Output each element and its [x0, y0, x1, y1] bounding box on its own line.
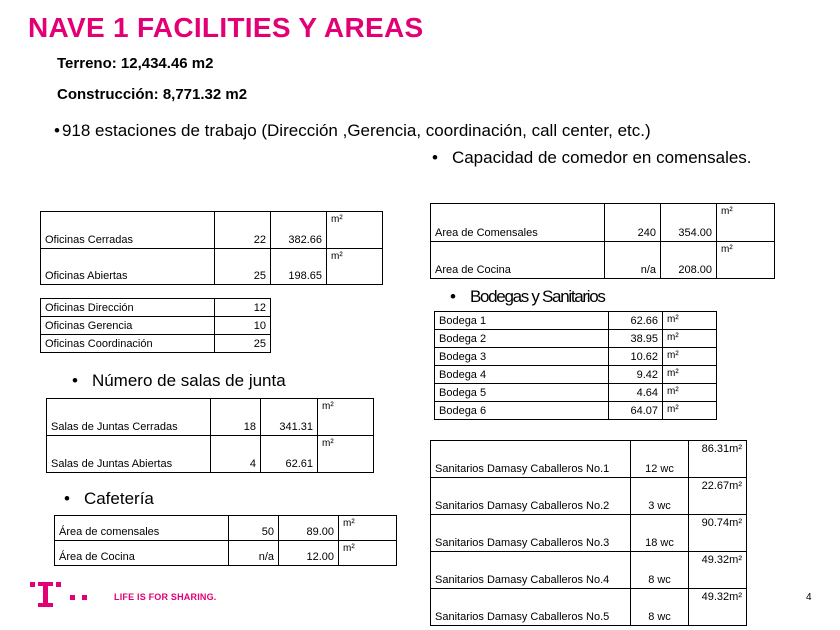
row-unit: m² [318, 436, 374, 473]
row-unit: m² [717, 204, 775, 242]
row-area: 22.67m² [689, 478, 747, 515]
bullet-dot: • [432, 148, 438, 167]
slogan-text: LIFE IS FOR SHARING. [114, 592, 217, 602]
row-wc: 8 wc [631, 589, 689, 626]
row-area: 49.32m² [689, 589, 747, 626]
row-unit: m² [327, 249, 383, 285]
construccion-text: Construcción: 8,771.32 m2 [57, 86, 248, 103]
table-row [431, 552, 747, 589]
row-name: Bodega 3 [435, 348, 609, 366]
row-unit: m² [339, 516, 397, 541]
row-count: 25 [215, 335, 271, 353]
table-row [431, 589, 747, 626]
table-row [55, 541, 397, 566]
row-name: Sanitarios Damasy Caballeros No.1 [431, 441, 631, 478]
cafeteria-bullet [64, 489, 154, 509]
table-row [41, 317, 271, 335]
bodegas-bullet [450, 287, 605, 307]
row-name: Sanitarios Damasy Caballeros No.4 [431, 552, 631, 589]
row-unit: m² [327, 212, 383, 249]
row-count: 18 [211, 399, 261, 436]
row-count: 22 [215, 212, 271, 249]
sanitarios-table [430, 440, 747, 626]
row-wc: 3 wc [631, 478, 689, 515]
row-name: Bodega 4 [435, 366, 609, 384]
row-area: 382.66 [271, 212, 327, 249]
row-name: Sanitarios Damasy Caballeros No.5 [431, 589, 631, 626]
row-area: 4.64 [609, 384, 663, 402]
row-name: Salas de Juntas Cerradas [47, 399, 211, 436]
row-unit: m² [318, 399, 374, 436]
table-row [435, 312, 717, 330]
salas-heading: Número de salas de junta [91, 371, 286, 390]
row-area: 208.00 [661, 242, 717, 279]
salas-bullet [72, 371, 286, 391]
row-name: Área de Cocina [55, 541, 229, 566]
row-name: Bodega 1 [435, 312, 609, 330]
row-name: Bodega 6 [435, 402, 609, 420]
row-unit: m² [663, 312, 717, 330]
table-row [431, 242, 775, 279]
row-area: 90.74m² [689, 515, 747, 552]
bodegas-table [434, 311, 717, 420]
row-name: Salas de Juntas Abiertas [47, 436, 211, 473]
table-row [431, 441, 747, 478]
cafeteria-heading: Cafetería [83, 489, 154, 508]
telekom-logo-icon [30, 582, 90, 608]
oficinas-tipo-table [40, 298, 271, 353]
table-row [431, 204, 775, 242]
row-name: Sanitarios Damasy Caballeros No.2 [431, 478, 631, 515]
row-area: 86.31m² [689, 441, 747, 478]
row-area: 10.62 [609, 348, 663, 366]
row-name: Sanitarios Damasy Caballeros No.3 [431, 515, 631, 552]
row-name: Oficinas Coordinación [41, 335, 215, 353]
row-area: 62.61 [261, 436, 318, 473]
table-row [47, 399, 374, 436]
row-name: Oficinas Abiertas [41, 249, 215, 285]
comedor-text: Capacidad de comedor en comensales. [451, 148, 752, 167]
oficinas-table [40, 211, 383, 285]
table-row [435, 402, 717, 420]
row-count: 50 [229, 516, 279, 541]
page-number: 4 [806, 592, 812, 603]
row-unit: m² [339, 541, 397, 566]
row-count: 12 [215, 299, 271, 317]
page-title: NAVE 1 FACILITIES Y AREAS [28, 12, 424, 43]
row-area: 62.66 [609, 312, 663, 330]
estaciones-bullet [54, 121, 651, 141]
salas-table [46, 398, 374, 473]
row-count: n/a [605, 242, 661, 279]
row-unit: m² [663, 348, 717, 366]
table-row [41, 299, 271, 317]
table-row [41, 249, 383, 285]
row-wc: 8 wc [631, 552, 689, 589]
table-row [55, 516, 397, 541]
row-area: 64.07 [609, 402, 663, 420]
table-row [435, 348, 717, 366]
row-area: 198.65 [271, 249, 327, 285]
row-unit: m² [663, 330, 717, 348]
bullet-dot: • [54, 121, 60, 140]
row-name: Area de Comensales [431, 204, 605, 242]
row-count: 4 [211, 436, 261, 473]
row-area: 9.42 [609, 366, 663, 384]
row-unit: m² [663, 402, 717, 420]
row-area: 49.32m² [689, 552, 747, 589]
row-area: 354.00 [661, 204, 717, 242]
comedor-bullet [432, 148, 752, 168]
row-name: Oficinas Dirección [41, 299, 215, 317]
row-name: Bodega 5 [435, 384, 609, 402]
table-row [431, 478, 747, 515]
row-area: 89.00 [279, 516, 339, 541]
row-area: 12.00 [279, 541, 339, 566]
estaciones-text: 918 estaciones de trabajo (Dirección ,Gerencia, coordinación, call center, etc.) [61, 121, 651, 140]
table-row [47, 436, 374, 473]
bullet-dot: • [64, 489, 70, 508]
table-row [41, 335, 271, 353]
terreno-text: Terreno: 12,434.46 m2 [57, 55, 214, 72]
table-row [41, 212, 383, 249]
row-wc: 12 wc [631, 441, 689, 478]
row-area: 38.95 [609, 330, 663, 348]
table-row [435, 366, 717, 384]
row-count: 10 [215, 317, 271, 335]
bullet-dot: • [450, 287, 456, 306]
row-name: Bodega 2 [435, 330, 609, 348]
row-unit: m² [663, 384, 717, 402]
table-row [435, 330, 717, 348]
table-row [431, 515, 747, 552]
row-name: Area de Cocina [431, 242, 605, 279]
row-count: 25 [215, 249, 271, 285]
bullet-dot: • [72, 371, 78, 390]
row-name: Área de comensales [55, 516, 229, 541]
row-unit: m² [663, 366, 717, 384]
row-name: Oficinas Cerradas [41, 212, 215, 249]
row-unit: m² [717, 242, 775, 279]
table-row [435, 384, 717, 402]
row-count: 240 [605, 204, 661, 242]
cafeteria-table [54, 515, 397, 566]
row-wc: 18 wc [631, 515, 689, 552]
bodegas-heading: Bodegas y Sanitarios [469, 287, 605, 306]
row-count: n/a [229, 541, 279, 566]
row-area: 341.31 [261, 399, 318, 436]
row-name: Oficinas Gerencia [41, 317, 215, 335]
comedor-table [430, 203, 775, 279]
